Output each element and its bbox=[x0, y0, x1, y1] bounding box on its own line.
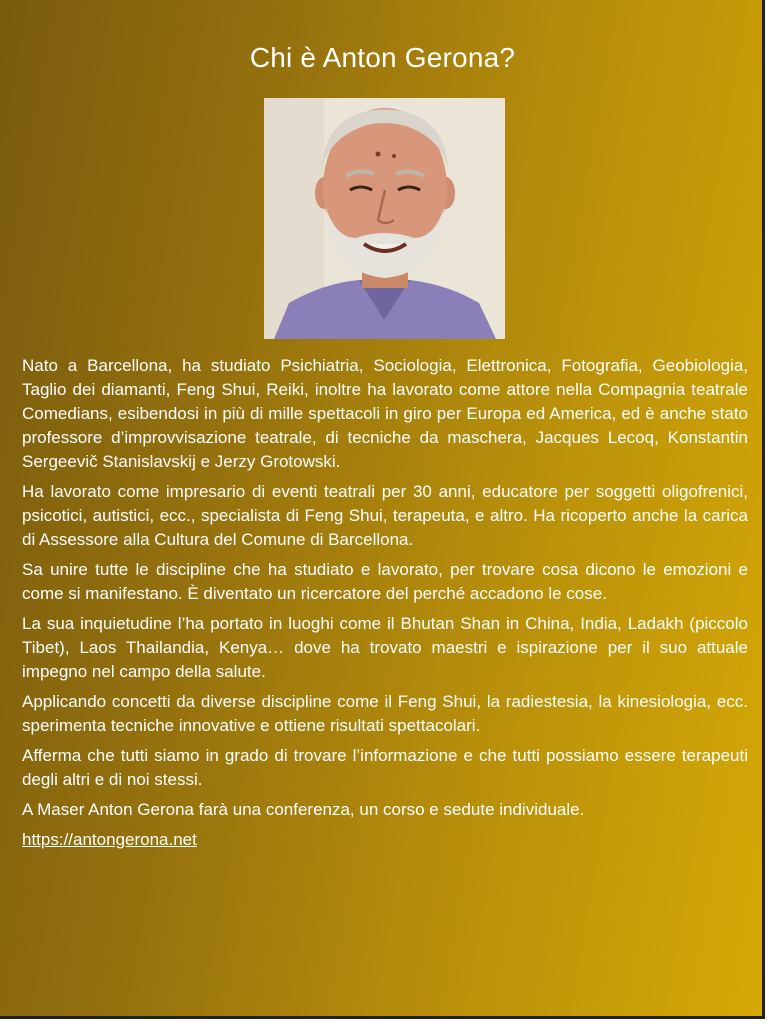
bio-paragraph: La sua inquietudine l’ha portato in luoghi come il Bhutan Shan in China, India, Ladakh (piccolo Tibet), Laos Thailandia, Kenya… dove ha trovato maestri e ispirazione per il suo attuale impegno nel campo della salute. bbox=[22, 614, 748, 681]
portrait-photo bbox=[264, 98, 505, 339]
bio-text bbox=[22, 354, 748, 852]
bio-paragraph: Applicando concetti da diverse discipline come il Feng Shui, la radiestesia, la kinesiologia, ecc. sperimenta tecniche innovative e ottiene risultati spettacolari. bbox=[22, 692, 748, 735]
website-link[interactable]: https://antongerona.net bbox=[22, 830, 197, 849]
bio-paragraph: A Maser Anton Gerona farà una conferenza, un corso e sedute individuale. bbox=[22, 800, 585, 819]
bio-paragraph: Nato a Barcellona, ha studiato Psichiatria, Sociologia, Elettronica, Fotografia, Geobiologia, Taglio dei diamanti, Feng Shui, Reiki, inoltre ha lavorato come attore nella Compagnia teatrale Comedians, esibendosi in più di mille spettacoli in giro per Europa ed America, ed è anche stato professore d’improvvisazione teatrale, di tecniche da maschera, Jacques Lecoq, Konstantin Sergeevič Stanislavskij e Jerzy Grotowski. bbox=[22, 356, 748, 471]
bio-paragraph: Sa unire tutte le discipline che ha studiato e lavorato, per trovare cosa dicono le emozioni e come si manifestano. È diventato un ricercatore del perché accadono le cose. bbox=[22, 560, 748, 603]
bio-paragraph: Afferma che tutti siamo in grado di trovare l’informazione e che tutti possiamo essere terapeuti degli altri e di noi stessi. bbox=[22, 746, 748, 789]
page-title: Chi è Anton Gerona? bbox=[249, 42, 516, 73]
portrait-image bbox=[264, 98, 505, 339]
bio-paragraph: Ha lavorato come impresario di eventi teatrali per 30 anni, educatore per soggetti oligofrenici, psicotici, autistici, ecc., specialista di Feng Shui, terapeuta, e altro. Ha ricoperto anche la carica di Assessore alla Cultura del Comune di Barcellona. bbox=[22, 482, 748, 549]
